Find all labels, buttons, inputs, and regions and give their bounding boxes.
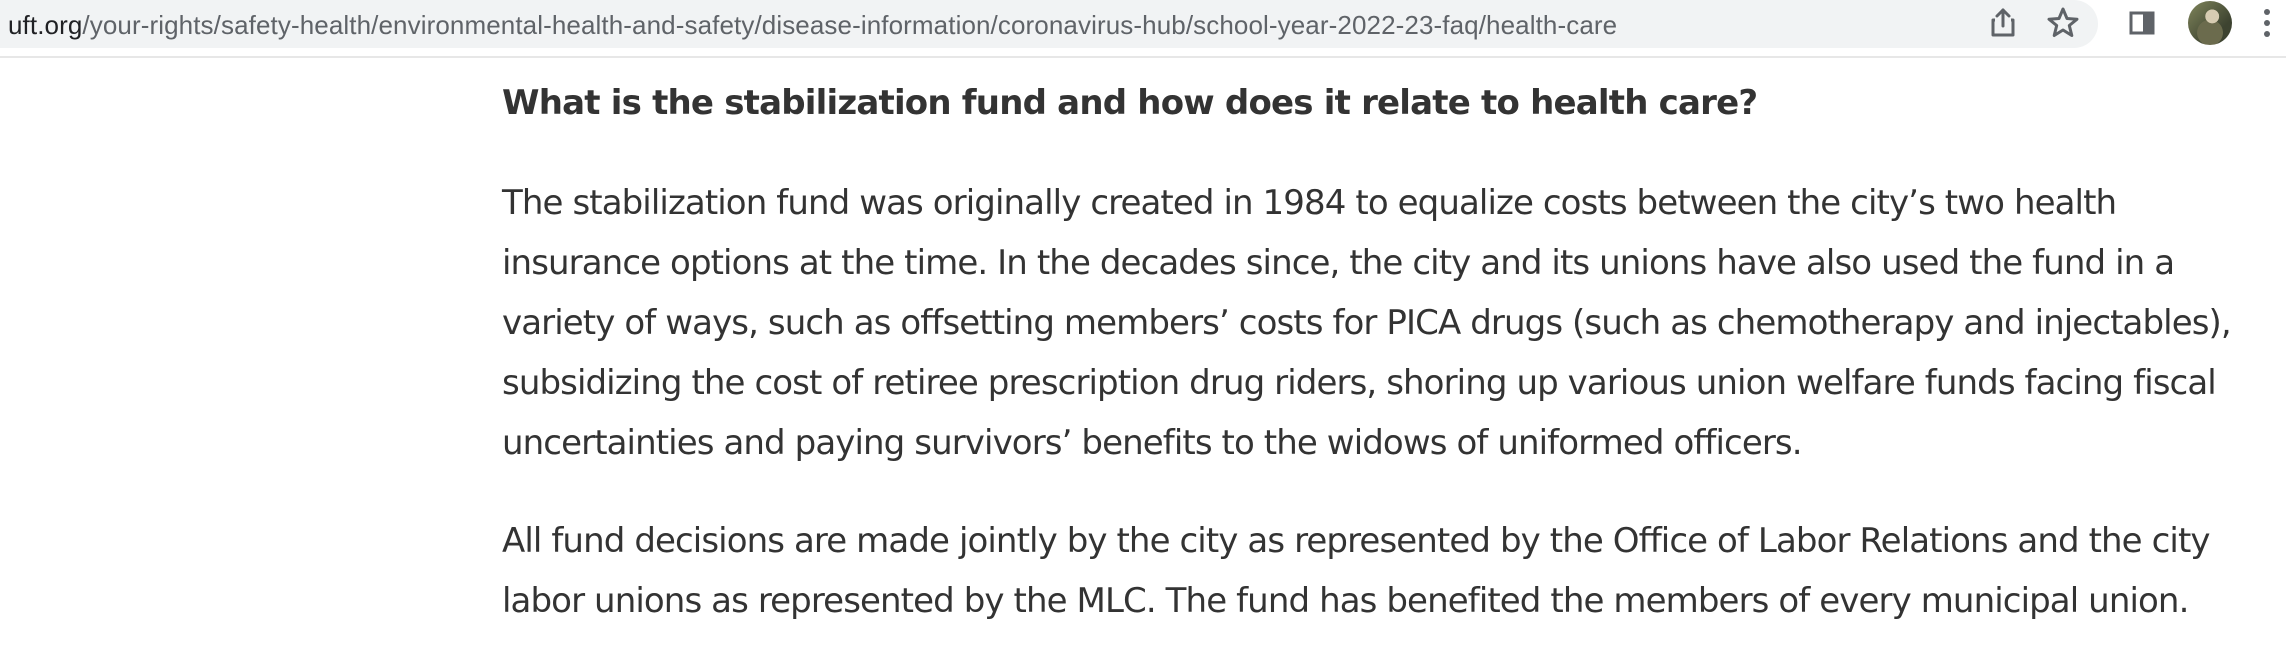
sidebar-icon[interactable]: [2125, 6, 2159, 40]
faq-content: [502, 73, 2262, 631]
profile-avatar[interactable]: [2188, 1, 2232, 45]
url-path: /your-rights/safety-health/environmental-health-and-safety/disease-information/coronavirus-hub/school-year-2022-23-faq/health-care: [82, 10, 1618, 40]
paragraph-line: The stabilization fund was originally created in 1984 to equalize costs between the city’s two health: [502, 183, 2117, 223]
share-icon[interactable]: [1986, 6, 2020, 40]
paragraph-line: labor unions as represented by the MLC. The fund has benefited the members of every municipal union.: [502, 581, 2189, 621]
url-domain: uft.org: [8, 10, 83, 40]
fund-decisions-paragraph: [502, 511, 2262, 631]
star-icon[interactable]: [2046, 6, 2080, 40]
paragraph-line: uncertainties and paying survivors’ benefits to the widows of uniformed officers.: [502, 423, 1802, 463]
stabilization-fund-paragraph: [502, 173, 2262, 473]
paragraph-line: variety of ways, such as offsetting members’ costs for PICA drugs (such as chemotherapy and injectables),: [502, 303, 2231, 343]
more-vert-icon[interactable]: [2258, 6, 2276, 40]
paragraph-line: All fund decisions are made jointly by the city as represented by the Office of Labor Relations and the city: [502, 521, 2210, 561]
url-text[interactable]: [8, 8, 1617, 42]
address-bar[interactable]: [0, 0, 2098, 48]
faq-question: What is the stabilization fund and how does it relate to health care?: [502, 83, 1758, 123]
paragraph-line: insurance options at the time. In the decades since, the city and its unions have also used the fund in a: [502, 243, 2175, 283]
browser-toolbar: [0, 0, 2286, 58]
paragraph-line: subsidizing the cost of retiree prescription drug riders, shoring up various union welfare funds facing fiscal: [502, 363, 2216, 403]
